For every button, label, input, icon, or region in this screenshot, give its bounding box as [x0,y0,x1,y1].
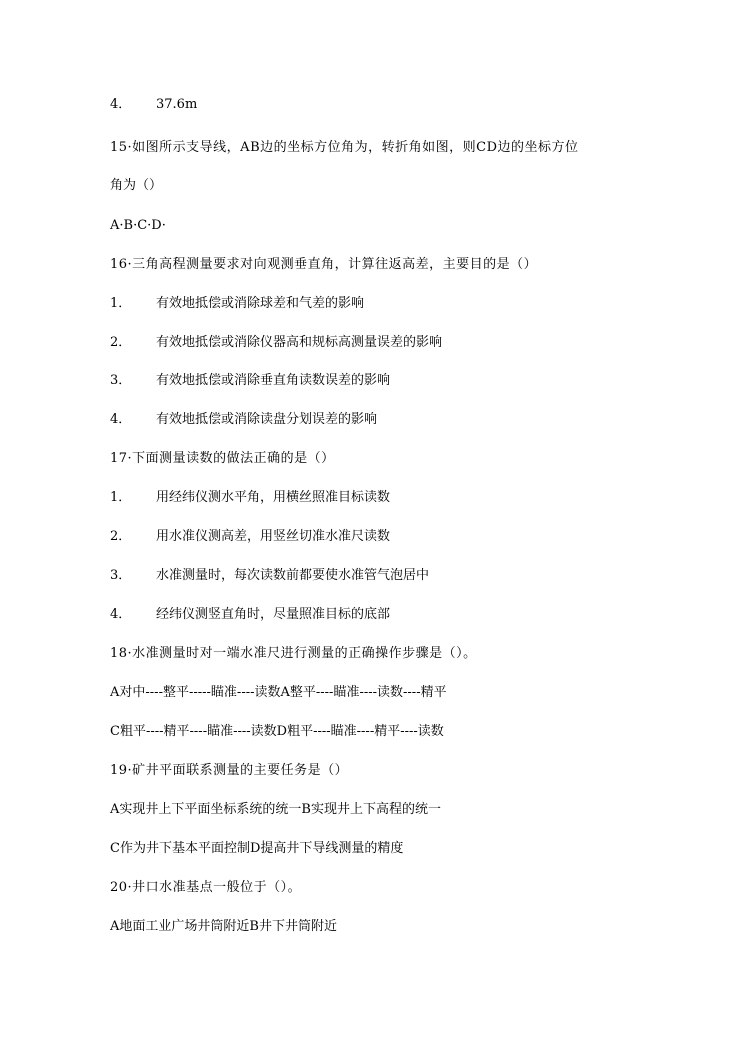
option-line [110,295,364,313]
option-number: 1． [110,490,132,505]
option-text: 经纬仪测竖直角时，尽量照准目标的底部 [156,607,391,622]
option-text: 有效地抵偿或消除读盘分划误差的影响 [156,412,378,427]
option-line [110,96,197,114]
question-line: 16·三角高程测量要求对向观测垂直角，计算往返高差，主要目的是（） [110,257,538,272]
option-number: 2． [110,529,132,544]
option-text: 有效地抵偿或消除垂直角读数误差的影响 [156,373,391,388]
option-text: 水准测量时，每次读数前都要使水准管气泡居中 [156,568,430,583]
question-line: 17·下面测量读数的做法正确的是（） [110,451,335,466]
answer-line: C作为井下基本平面控制D提高井下导线测量的精度 [110,841,404,856]
option-text: 37.6m [156,97,198,112]
option-text: 有效地抵偿或消除球差和气差的影响 [156,296,365,311]
option-line [110,528,390,546]
option-number: 3． [110,568,132,583]
option-text: 用水准仪测高差，用竖丝切准水准尺读数 [156,529,391,544]
option-line [110,372,390,390]
option-number: 4． [110,607,132,622]
option-line [110,606,390,624]
question-line: 18·水准测量时对一端水准尺进行测量的正确操作步骤是（）。 [110,646,477,661]
question-line: 角为（） [110,178,163,193]
question-line: 20·井口水准基点一般位于（）。 [110,880,302,895]
answer-line: C粗平----精平----瞄准----读数D粗平----瞄准----精平----读数 [110,724,444,739]
option-text: 有效地抵偿或消除仪器高和规标高测量误差的影响 [156,335,443,350]
option-line [110,567,429,585]
option-line [110,489,390,507]
option-number: 3． [110,373,132,388]
answer-line: A地面工业广场井筒附近B井下井筒附近 [110,919,337,934]
option-number: 1． [110,296,132,311]
option-number: 4． [110,97,132,112]
answer-line: A·B·C·D· [110,218,166,233]
question-line: 19·矿井平面联系测量的主要任务是（） [110,763,349,778]
option-text: 用经纬仪测水平角，用横丝照准目标读数 [156,490,391,505]
option-line [110,411,377,429]
answer-line: A实现井上下平面坐标系统的统一B实现井上下高程的统一 [110,802,441,817]
question-line: 15·如图所示支导线，AB边的坐标方位角为，转折角如图，则CD边的坐标方位 [110,140,579,155]
option-number: 2． [110,335,132,350]
option-line [110,334,442,352]
answer-line: A对中----整平-----瞄准----读数A整平----瞄准----读数----精平 [110,685,447,700]
option-number: 4． [110,412,132,427]
